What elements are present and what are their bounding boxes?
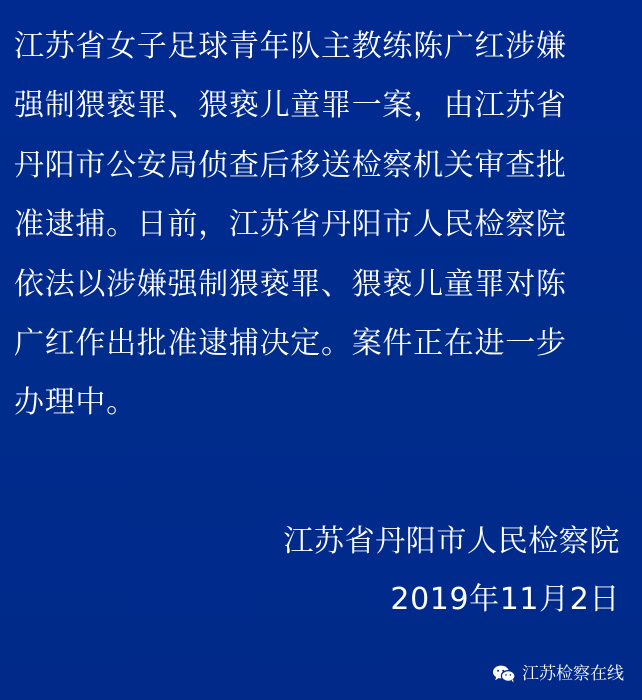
notice-body	[14, 17, 630, 433]
notice-line: 丹阳市公安局侦查后移送检察机关审查批	[14, 147, 567, 183]
notice-line: 准逮捕。日前，江苏省丹阳市人民检察院	[14, 207, 567, 243]
signature-block	[283, 513, 620, 629]
wechat-icon	[492, 665, 516, 683]
notice-line: 依法以涉嫌强制猥亵罪、猥亵儿童罪对陈	[14, 266, 567, 302]
source-account-name: 江苏检察在线	[522, 664, 624, 684]
source-watermark	[492, 664, 624, 684]
notice-line: 广红作出批准逮捕决定。案件正在进一步	[14, 326, 567, 362]
issuer-name: 江苏省丹阳市人民检察院	[283, 524, 620, 559]
notice-line: 强制猥亵罪、猥亵儿童罪一案，由江苏省	[14, 88, 567, 124]
notice-line: 江苏省女子足球青年队主教练陈广红涉嫌	[14, 29, 567, 64]
issue-date: 2019年11月2日	[390, 582, 620, 617]
notice-line: 办理中。	[14, 385, 137, 421]
